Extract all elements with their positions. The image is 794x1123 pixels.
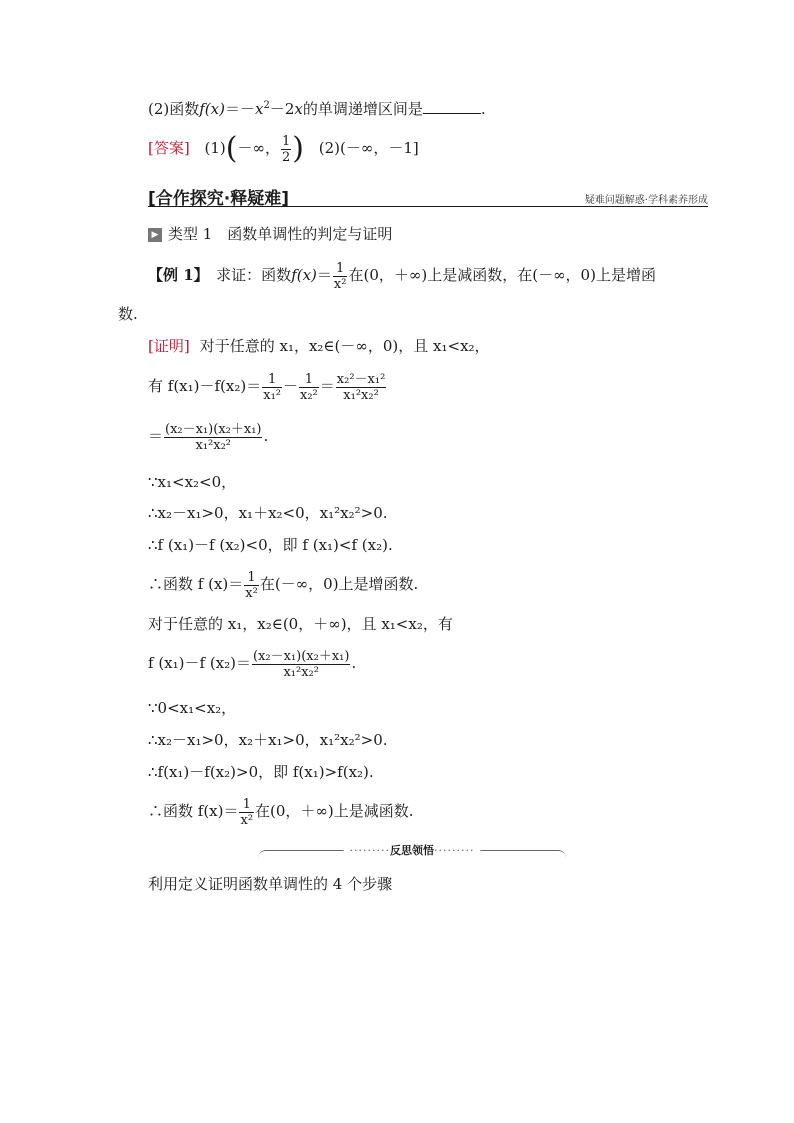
l2-pre: 有 f(x₁)－f(x₂)＝ bbox=[148, 377, 262, 395]
question-2 bbox=[148, 96, 486, 119]
proof-line-10: ∵0<x₁<x₂， bbox=[148, 699, 237, 717]
proof-line-2 bbox=[148, 368, 387, 404]
frac-den: x₂² bbox=[300, 387, 318, 403]
example-line2: 数. bbox=[118, 305, 138, 323]
example-fraction bbox=[333, 261, 348, 292]
frac-num: 1 bbox=[336, 260, 345, 276]
frac-den: x² bbox=[240, 812, 254, 828]
proof-line-6: ∴f (x₁)－f (x₂)<0，即 f (x₁)<f (x₂). bbox=[148, 536, 393, 554]
q2-mid: －2 bbox=[269, 100, 295, 118]
answer-blank bbox=[423, 99, 481, 114]
l9-pre: f (x₁)－f (x₂)＝ bbox=[148, 654, 251, 672]
frac-num: 1 bbox=[267, 371, 277, 387]
frac-den: x₁² bbox=[263, 387, 281, 403]
proof-line-11: ∴x₂－x₁>0，x₂＋x₁>0，x₁²x₂²>0. bbox=[148, 731, 388, 749]
example-eq: ＝ bbox=[316, 266, 332, 284]
paren-close: ) bbox=[292, 131, 304, 166]
q2-x: x bbox=[294, 100, 303, 118]
proof-line-8: 对于任意的 x₁，x₂∈(0，＋∞)，且 x₁<x₂，有 bbox=[148, 615, 453, 633]
answer-fraction bbox=[281, 134, 291, 165]
l7-post: 在(－∞，0)上是增函数. bbox=[259, 575, 419, 593]
section-title: [合作探究·释疑难] bbox=[148, 189, 289, 209]
proof-line-4: ∵x₁<x₂<0， bbox=[148, 473, 237, 491]
proof-line-5: ∴x₂－x₁>0，x₁＋x₂<0，x₁²x₂²>0. bbox=[148, 504, 388, 522]
dots-left: ········· bbox=[349, 844, 390, 857]
answer-part1: (1) bbox=[204, 139, 226, 157]
example-label: 【例 1】 bbox=[148, 266, 202, 284]
reflection-title bbox=[344, 842, 481, 858]
section-subtitle: 疑难问题解惑·学科素养形成 bbox=[584, 195, 708, 206]
q2-fx: f(x) bbox=[199, 100, 225, 118]
q2-period: . bbox=[480, 100, 486, 118]
dots-right: ········· bbox=[434, 844, 475, 857]
proof-line-7 bbox=[148, 566, 418, 602]
l2-eq: ＝ bbox=[319, 377, 335, 395]
reflection-divider bbox=[258, 844, 566, 863]
frac-num: 1 bbox=[281, 133, 291, 149]
paren-open: ( bbox=[225, 131, 238, 166]
frac-num: 1 bbox=[247, 569, 256, 585]
triangle-icon: ▶ bbox=[148, 228, 162, 242]
l3-frac bbox=[164, 422, 262, 453]
answer-part2: (2)(－∞，－1] bbox=[318, 139, 419, 157]
frac-num: 1 bbox=[304, 371, 314, 387]
reflection-title-text: 反思领悟 bbox=[390, 844, 434, 857]
q2-suffix: 的单调递增区间是 bbox=[302, 100, 423, 118]
proof-line-12: ∴f(x₁)－f(x₂)>0，即 f(x₁)>f(x₂). bbox=[148, 763, 374, 781]
frac-den: x₁²x₂² bbox=[336, 387, 387, 403]
example-text-a: 求证：函数 bbox=[201, 266, 292, 284]
example-fx: f(x) bbox=[291, 266, 317, 284]
frac-num: (x₂－x₁)(x₂＋x₁) bbox=[165, 421, 262, 437]
l3-eq: ＝ bbox=[148, 427, 164, 445]
proof-line-13 bbox=[148, 793, 414, 829]
proof-line-9 bbox=[148, 645, 356, 681]
answer-interval-left: －∞， bbox=[237, 139, 280, 157]
l3-dot: . bbox=[263, 427, 269, 445]
l2-frac3 bbox=[336, 372, 387, 403]
proof-label: [证明] bbox=[148, 337, 190, 355]
q2-eq: ＝－ bbox=[224, 100, 255, 118]
l2-frac2 bbox=[299, 372, 319, 403]
frac-den: x² bbox=[245, 585, 258, 601]
frac-num: 1 bbox=[242, 796, 251, 812]
q2-prefix: (2)函数 bbox=[148, 100, 200, 118]
answer-label: [答案] bbox=[148, 139, 190, 157]
proof-line-3 bbox=[148, 418, 268, 454]
l7-pre: ∴函数 f (x)＝ bbox=[148, 575, 244, 593]
l7-frac bbox=[244, 570, 259, 601]
q2-x2: x bbox=[254, 100, 264, 118]
example-text-b: 在(0，＋∞)上是减函数，在(－∞，0)上是增函 bbox=[348, 266, 656, 284]
l9-frac bbox=[252, 649, 350, 680]
frac-den: x₁²x₂² bbox=[252, 664, 350, 680]
l9-dot: . bbox=[351, 654, 357, 672]
proof-line-1 bbox=[148, 336, 490, 356]
section-header bbox=[148, 184, 708, 207]
answer-line bbox=[148, 128, 419, 168]
l13-frac bbox=[239, 797, 254, 828]
frac-num: (x₂－x₁)(x₂＋x₁) bbox=[253, 648, 350, 664]
l13-post: 在(0，＋∞)上是减函数. bbox=[255, 802, 414, 820]
l13-pre: ∴函数 f(x)＝ bbox=[148, 802, 239, 820]
type-heading bbox=[148, 224, 392, 244]
q2-sup: 2 bbox=[263, 100, 270, 111]
example-1 bbox=[148, 258, 656, 292]
frac-den: x₁²x₂² bbox=[164, 437, 262, 453]
frac-den: x² bbox=[333, 276, 347, 292]
proof-l1-text: 对于任意的 x₁，x₂∈(－∞，0)，且 x₁<x₂， bbox=[199, 337, 490, 355]
summary-text: 利用定义证明函数单调性的 4 个步骤 bbox=[148, 875, 393, 893]
frac-num: x₂²－x₁² bbox=[336, 371, 386, 387]
l2-minus: － bbox=[283, 377, 299, 395]
l2-frac1 bbox=[262, 372, 282, 403]
frac-den: 2 bbox=[281, 149, 291, 165]
type-label: 类型 1 函数单调性的判定与证明 bbox=[168, 225, 393, 243]
